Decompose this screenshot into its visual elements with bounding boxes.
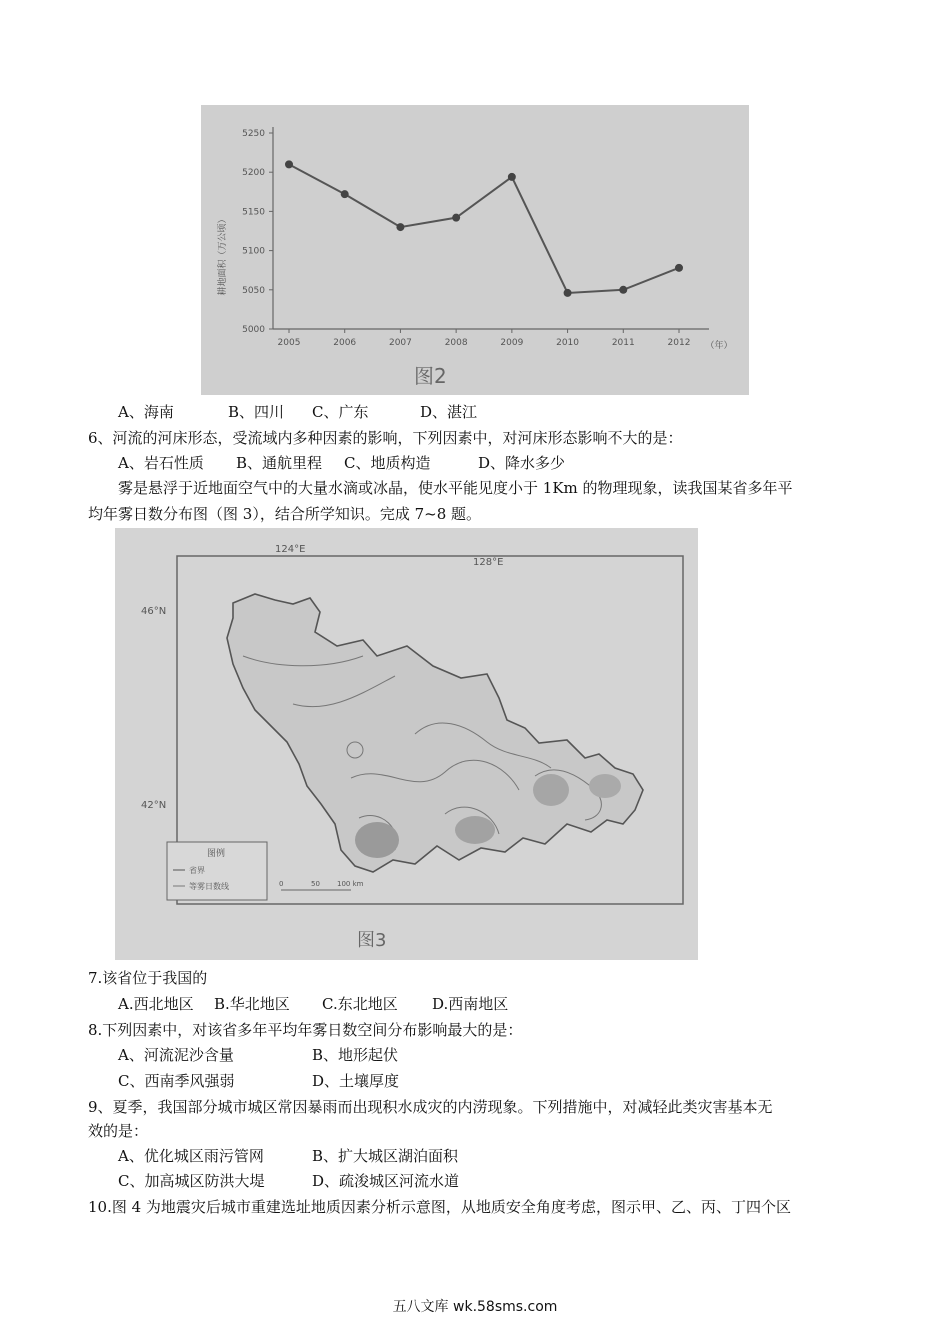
- series-polyline: [289, 164, 679, 293]
- line-chart-svg: [201, 105, 749, 395]
- q9-option-c[interactable]: C、加高城区防洪大堤: [118, 1172, 265, 1190]
- q6-stem: 6、河流的河床形态，受流域内多种因素的影响，下列因素中，对河床形态影响不大的是：: [88, 429, 683, 447]
- q8-option-b[interactable]: B、地形起伏: [312, 1046, 399, 1064]
- q8-option-d[interactable]: D、土壤厚度: [312, 1072, 400, 1090]
- x-tick-label: 2005: [277, 338, 301, 348]
- data-point: [675, 264, 683, 272]
- q6-option-a[interactable]: A、岩石性质: [118, 454, 204, 472]
- x-tick-label: 2011: [611, 338, 635, 348]
- legend-item-isoline: 等雾日数线: [189, 882, 229, 891]
- x-tick-labels: [278, 329, 691, 348]
- q7-option-c[interactable]: C.东北地区: [322, 995, 398, 1013]
- q5-options: [118, 402, 477, 422]
- y-tick-label: 5150: [242, 207, 265, 218]
- q7-option-d[interactable]: D.西南地区: [432, 995, 509, 1013]
- q6-option-c[interactable]: C、地质构造: [344, 454, 431, 472]
- intro-line-1: 雾是悬浮于近地面空气中的大量水滴或冰晶，使水平能见度小于 1Km 的物理现象，读我国某省多年平: [118, 479, 793, 497]
- q8-options-row-2: [118, 1071, 399, 1091]
- q7-stem: 7.该省位于我国的: [88, 969, 208, 987]
- q9-stem-line-1: 9、夏季，我国部分城市城区常因暴雨而出现积水成灾的内涝现象。下列措施中，对减轻此类灾害基本无: [88, 1098, 773, 1116]
- legend-item-boundary: 省界: [189, 866, 205, 875]
- q9-options-row-1: [118, 1146, 458, 1166]
- fog-hotspot: [355, 822, 399, 858]
- fog-hotspot: [533, 774, 569, 806]
- fog-hotspot: [455, 816, 495, 844]
- y-axis-label: 耕地面积（万公顷）: [218, 214, 228, 296]
- data-point: [341, 190, 349, 198]
- lat-label-46: 46°N: [141, 606, 167, 617]
- q9-option-a[interactable]: A、优化城区雨污管网: [118, 1147, 264, 1165]
- series-line: [285, 160, 683, 297]
- scale-label-100: 100 km: [337, 880, 364, 888]
- data-point: [452, 214, 460, 222]
- x-tick-label: 2006: [333, 338, 357, 348]
- y-tick-labels: [242, 129, 273, 335]
- q9-option-b[interactable]: B、扩大城区湖泊面积: [312, 1147, 459, 1165]
- q6-option-b[interactable]: B、通航里程: [236, 454, 323, 472]
- y-tick-label: 5200: [242, 168, 265, 179]
- q5-option-c[interactable]: C、广东: [312, 403, 369, 421]
- q10-stem-line-1: 10.图 4 为地震灾后城市重建选址地质因素分析示意图，从地质安全角度考虑，图示甲、乙、丙、丁四个区: [88, 1198, 791, 1216]
- x-tick-label: 2009: [500, 338, 524, 348]
- data-point: [396, 223, 404, 231]
- y-tick-label: 5000: [242, 325, 265, 335]
- q8-stem: 8.下列因素中，对该省多年平均年雾日数空间分布影响最大的是：: [88, 1021, 523, 1039]
- q8-options-row-1: [118, 1045, 398, 1065]
- y-tick-label: 5100: [242, 246, 265, 257]
- q9-option-d[interactable]: D、疏浚城区河流水道: [312, 1172, 460, 1190]
- data-point: [508, 173, 516, 181]
- lat-label-42: 42°N: [141, 800, 167, 811]
- x-tick-label: 2012: [667, 338, 691, 348]
- x-tick-label: 2008: [444, 338, 468, 348]
- q8-option-c[interactable]: C、西南季风强弱: [118, 1072, 235, 1090]
- q9-options-row-2: [118, 1171, 459, 1191]
- data-point: [285, 160, 293, 168]
- province-boundary: [227, 594, 643, 872]
- q7-options: [118, 994, 508, 1014]
- figure-2-caption: 图2: [414, 364, 447, 388]
- intro-line-2: 均年雾日数分布图（图 3），结合所学知识。完成 7~8 题。: [88, 505, 482, 523]
- q7-option-a[interactable]: A.西北地区: [118, 995, 194, 1013]
- x-tick-label: 2010: [556, 338, 580, 348]
- figure-2-line-chart: [201, 105, 749, 395]
- chart-axes: [273, 127, 709, 329]
- q5-option-b[interactable]: B、四川: [228, 403, 285, 421]
- x-axis-unit: （年）: [705, 341, 733, 351]
- q5-option-d[interactable]: D、湛江: [420, 403, 478, 421]
- legend-title: 图例: [207, 849, 226, 859]
- fog-map-svg: [115, 528, 698, 960]
- page-footer: 五八文库 wk.58sms.com: [392, 1299, 558, 1315]
- data-point: [564, 289, 572, 297]
- figure-3-fog-map: [115, 528, 698, 960]
- y-tick-label: 5050: [242, 285, 265, 296]
- fog-hotspot: [589, 774, 621, 798]
- q5-option-a[interactable]: A、海南: [118, 403, 174, 421]
- q9-stem-line-2: 效的是：: [88, 1122, 149, 1140]
- q6-option-d[interactable]: D、降水多少: [478, 454, 566, 472]
- data-point: [619, 286, 627, 294]
- x-tick-label: 2007: [388, 338, 412, 348]
- scale-label-50: 50: [311, 880, 320, 888]
- lon-label-124: 124°E: [275, 544, 306, 555]
- figure-3-caption: 图3: [357, 930, 387, 951]
- q8-option-a[interactable]: A、河流泥沙含量: [118, 1046, 234, 1064]
- lon-label-128: 128°E: [473, 557, 504, 568]
- q6-options: [118, 453, 565, 473]
- q7-option-b[interactable]: B.华北地区: [214, 995, 290, 1013]
- scale-label-0: 0: [279, 880, 284, 888]
- y-tick-label: 5250: [242, 129, 265, 139]
